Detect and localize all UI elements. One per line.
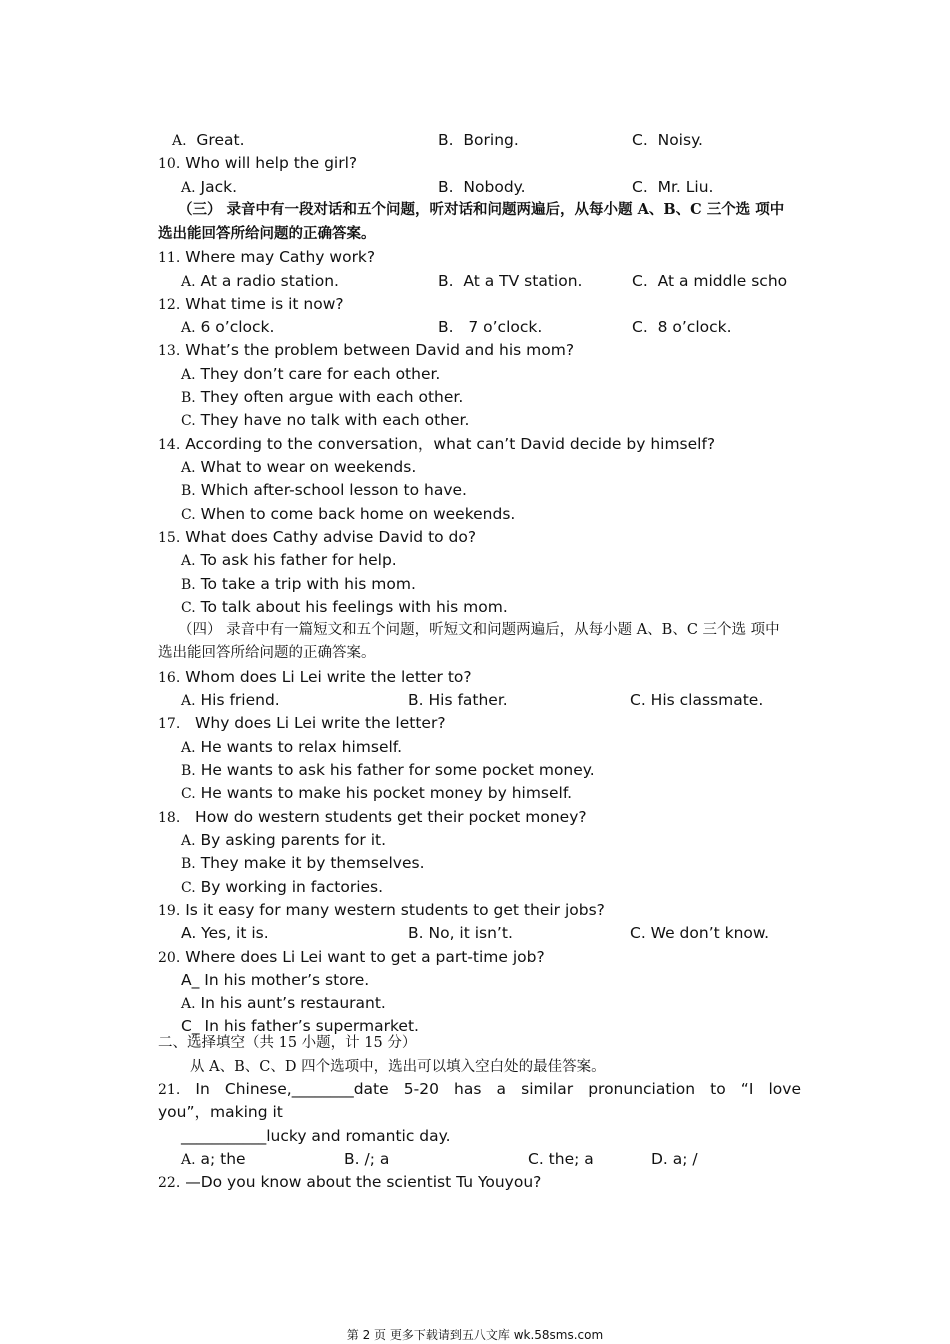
question-text: Where may Cathy work? — [185, 248, 376, 266]
q21-option-c: C. the; a — [528, 1150, 594, 1168]
q17-option-a — [181, 737, 402, 758]
option-text: To talk about his feelings with his mom. — [200, 598, 508, 616]
option-letter: C. — [632, 178, 648, 196]
option-text: Great. — [196, 131, 245, 149]
question-text: According to the conversation，what can’t David decide by himself? — [185, 435, 716, 453]
question-number: 10. — [158, 156, 181, 172]
option-text: They make it by themselves. — [200, 854, 425, 872]
question-text: What’s the problem between David and his mom? — [185, 341, 575, 359]
option-text: Mr. Liu. — [657, 178, 714, 196]
question-number: 15. — [158, 530, 181, 546]
option-letter: B. — [438, 178, 454, 196]
question-text: What does Cathy advise David to do? — [185, 528, 477, 546]
question-text: Whom does Li Lei write the letter to? — [185, 668, 472, 686]
option-text: He wants to ask his father for some pocket money. — [200, 761, 595, 779]
question-number: 21. — [158, 1082, 181, 1098]
option-letter: B. — [181, 577, 196, 593]
q10-option-c — [632, 177, 713, 197]
question-text: —Do you know about the scientist Tu Youyou? — [185, 1173, 542, 1191]
option-text: a; the — [200, 1150, 246, 1168]
q14-option-b — [181, 480, 467, 501]
option-letter: A. — [181, 740, 196, 756]
q9-option-b — [438, 130, 519, 150]
option-letter: A. — [181, 320, 196, 336]
q12-option-b — [438, 317, 542, 337]
question-20 — [158, 947, 545, 968]
q21-option-a — [181, 1149, 246, 1170]
option-letter: B. — [181, 483, 196, 499]
question-number: 14. — [158, 437, 181, 453]
question-text: What time is it now? — [185, 295, 344, 313]
page-footer: 第 2 页 更多下载请到五八文库 wk.58sms.com — [346, 1328, 604, 1342]
question-17 — [158, 713, 446, 734]
option-letter: C. — [632, 272, 648, 290]
option-text: They don’t care for each other. — [200, 365, 441, 383]
option-letter: A. — [181, 553, 196, 569]
q15-option-c — [181, 597, 508, 618]
part-2-instruction: 从 A、B、C、D 四个选项中，选出可以填入空白处的最佳答案。 — [190, 1059, 606, 1075]
question-number: 22. — [158, 1175, 181, 1191]
option-text: 6 o’clock. — [200, 318, 275, 336]
option-text: 7 o’clock. — [468, 318, 543, 336]
q9-option-c — [632, 130, 703, 150]
q18-option-c — [181, 877, 383, 898]
question-18 — [158, 807, 587, 828]
q13-option-b — [181, 387, 463, 408]
q11-option-a — [181, 271, 339, 292]
option-text: At a middle scho — [657, 272, 788, 290]
q10-option-b — [438, 177, 526, 197]
q15-option-b — [181, 574, 416, 595]
section-4-instruction-line2: 选出能回答所给问题的正确答案。 — [158, 645, 376, 661]
option-text: They have no talk with each other. — [200, 411, 470, 429]
question-text: Why does Li Lei write the letter? — [195, 714, 446, 732]
option-letter: A. — [181, 996, 196, 1012]
option-text: When to come back home on weekends. — [200, 505, 516, 523]
q11-option-b — [438, 271, 582, 291]
question-21-line2: you”，making it — [158, 1103, 283, 1121]
question-22 — [158, 1172, 541, 1193]
question-14 — [158, 434, 715, 455]
question-text: How do western students get their pocket money? — [195, 808, 587, 826]
q18-option-b — [181, 853, 425, 874]
option-letter: C. — [181, 880, 196, 896]
option-text: To ask his father for help. — [200, 551, 397, 569]
q21-option-b: B. /; a — [344, 1150, 390, 1168]
option-letter: A. — [181, 833, 196, 849]
option-text: By asking parents for it. — [200, 831, 387, 849]
q18-option-a — [181, 830, 386, 851]
question-19 — [158, 900, 605, 921]
option-letter: C. — [632, 318, 648, 336]
q12-option-a — [181, 317, 274, 338]
q17-option-b — [181, 760, 595, 781]
option-letter: B. — [438, 272, 454, 290]
question-15 — [158, 527, 476, 548]
q12-option-c — [632, 317, 732, 337]
part-2-title: 二、选择填空（共 15 小题，计 15 分） — [158, 1035, 417, 1051]
option-text: Nobody. — [463, 178, 526, 196]
option-text: At a TV station. — [463, 272, 583, 290]
option-letter: C. — [632, 131, 648, 149]
option-text: In his aunt’s restaurant. — [200, 994, 386, 1012]
q9-option-a — [172, 130, 245, 151]
q17-option-c — [181, 783, 572, 804]
question-number: 12. — [158, 297, 181, 313]
q19-option-c: C. We don’t know. — [630, 924, 770, 942]
option-letter: A. — [181, 180, 196, 196]
section-4-instruction-line1: （四） 录音中有一篇短文和五个问题，听短文和问题两遍后，从每小题 A、B、C 三个选 项中 — [178, 622, 780, 638]
question-text: In Chinese,________date 5-20 has a similar pronunciation to “I love — [195, 1080, 801, 1098]
option-text: At a radio station. — [200, 272, 339, 290]
option-text: They often argue with each other. — [200, 388, 464, 406]
q20-option-a: A_ In his mother’s store. — [181, 971, 370, 989]
option-text: Which after-school lesson to have. — [200, 481, 467, 499]
option-letter: B. — [438, 318, 454, 336]
option-text: Jack. — [200, 178, 237, 196]
option-letter: C. — [181, 413, 196, 429]
option-letter: A. — [181, 693, 196, 709]
question-21-line3: ___________lucky and romantic day. — [181, 1127, 451, 1145]
option-letter: C. — [181, 786, 196, 802]
option-text: He wants to relax himself. — [200, 738, 403, 756]
q10-option-a — [181, 177, 237, 198]
option-letter: C. — [181, 507, 196, 523]
q21-option-d: D. a; / — [651, 1150, 698, 1168]
option-text: His friend. — [200, 691, 280, 709]
option-letter: A. — [181, 460, 196, 476]
option-letter: B. — [181, 856, 196, 872]
option-text: By working in factories. — [200, 878, 384, 896]
option-letter: B. — [181, 763, 196, 779]
question-number: 17. — [158, 716, 181, 732]
section-3-instruction-line1: （三） 录音中有一段对话和五个问题，听对话和问题两遍后，从每小题 A、B、C 三个选 项中 — [178, 201, 785, 218]
option-letter: A. — [181, 1152, 196, 1168]
q13-option-a — [181, 364, 440, 385]
question-number: 16. — [158, 670, 181, 686]
question-10 — [158, 153, 357, 174]
question-21-line1 — [158, 1079, 801, 1100]
q11-option-c — [632, 271, 787, 291]
question-text: Is it easy for many western students to get their jobs? — [185, 901, 605, 919]
option-text: To take a trip with his mom. — [200, 575, 416, 593]
q19-option-a: A. Yes, it is. — [181, 924, 269, 942]
question-13 — [158, 340, 574, 361]
question-number: 18. — [158, 810, 181, 826]
option-text: He wants to make his pocket money by himself. — [200, 784, 573, 802]
option-letter: A. — [181, 367, 196, 383]
question-12 — [158, 294, 344, 315]
option-text: Boring. — [463, 131, 519, 149]
question-11 — [158, 247, 375, 268]
option-letter: B. — [181, 390, 196, 406]
section-3-instruction-line2: 选出能回答所给问题的正确答案。 — [158, 225, 376, 242]
q15-option-a — [181, 550, 397, 571]
option-text: Noisy. — [657, 131, 703, 149]
option-letter: A. — [181, 274, 196, 290]
q16-option-a — [181, 690, 280, 711]
option-letter: C. — [181, 600, 196, 616]
q13-option-c — [181, 410, 469, 431]
q14-option-c — [181, 504, 515, 525]
question-number: 20. — [158, 950, 181, 966]
question-text: Who will help the girl? — [185, 154, 358, 172]
q20-option-b — [181, 993, 386, 1014]
question-number: 11. — [158, 250, 181, 266]
question-text: Where does Li Lei want to get a part-time job? — [185, 948, 545, 966]
q16-option-b: B. His father. — [408, 691, 508, 709]
question-number: 13. — [158, 343, 181, 359]
option-text: 8 o’clock. — [657, 318, 732, 336]
q19-option-b: B. No, it isn’t. — [408, 924, 513, 942]
option-letter: B. — [438, 131, 454, 149]
question-16 — [158, 667, 472, 688]
option-letter: A. — [172, 133, 187, 149]
q16-option-c: C. His classmate. — [630, 691, 764, 709]
question-number: 19. — [158, 903, 181, 919]
option-text: What to wear on weekends. — [200, 458, 417, 476]
q20-option-c: C_ In his father’s supermarket. — [181, 1017, 419, 1035]
q14-option-a — [181, 457, 416, 478]
